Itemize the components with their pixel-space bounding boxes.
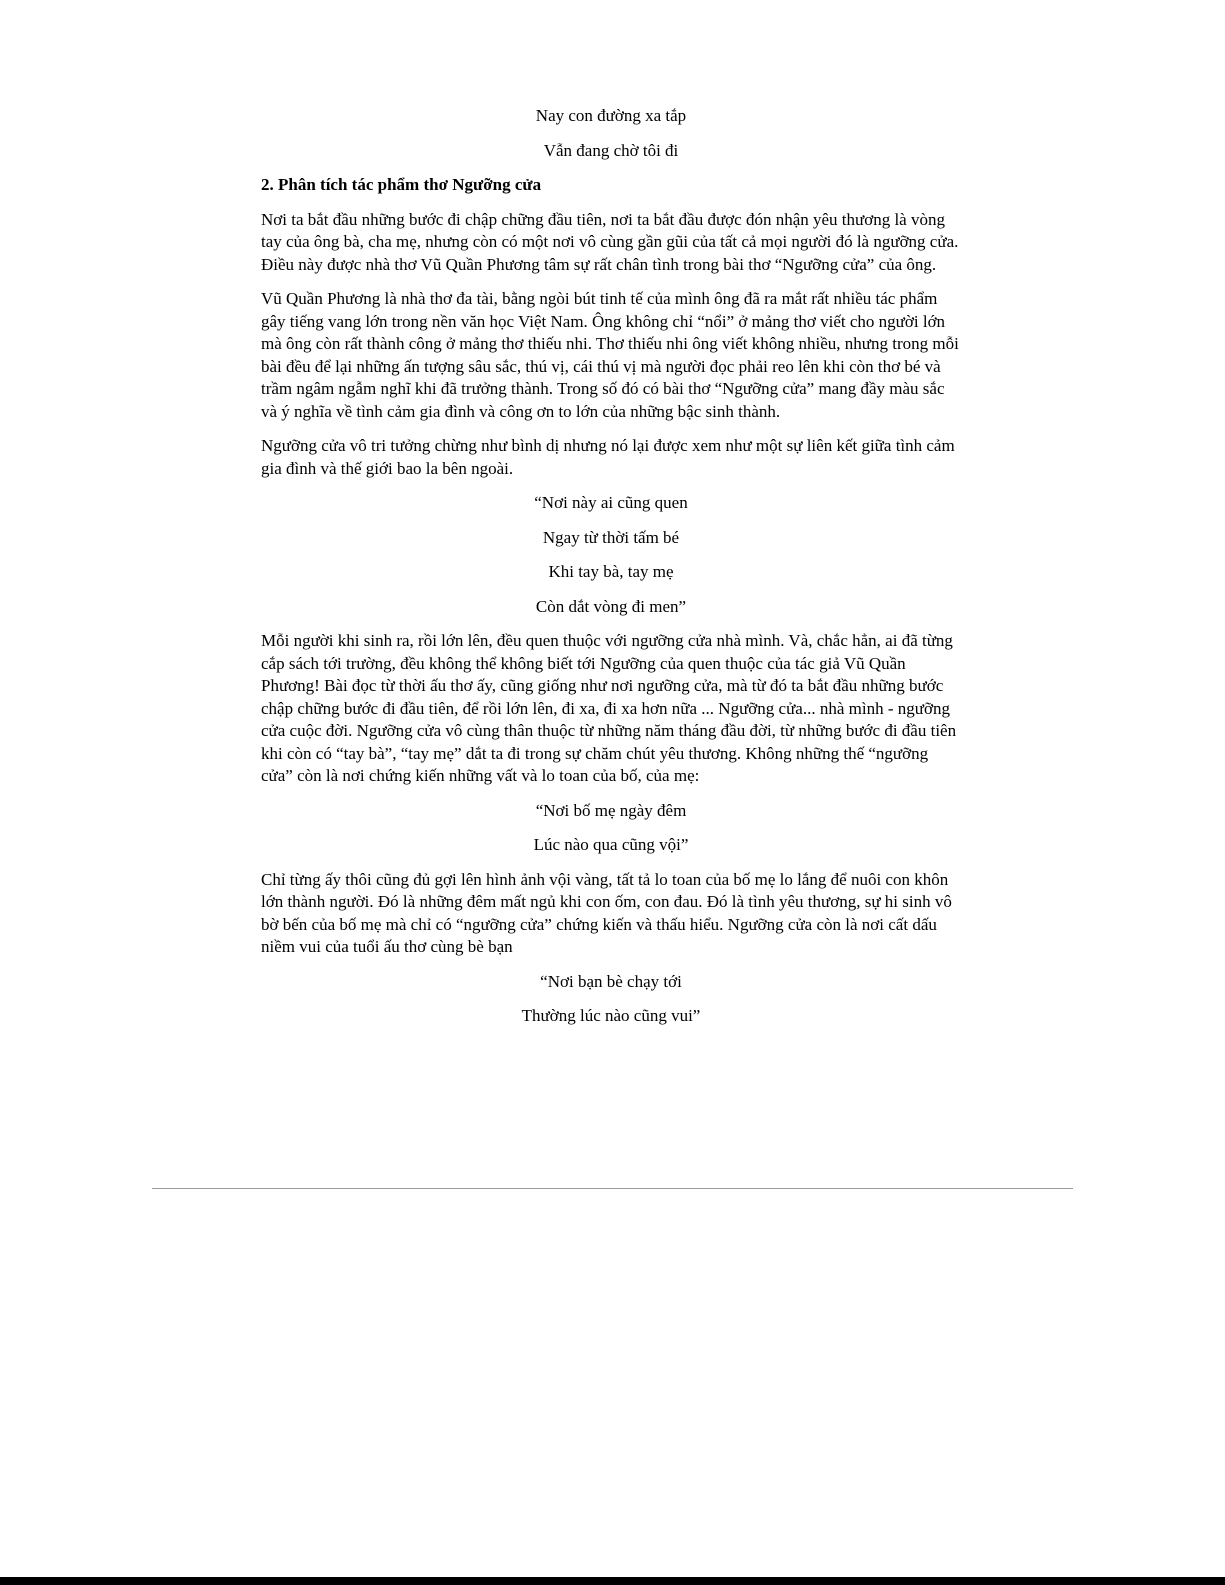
page-divider — [152, 1188, 1073, 1189]
paragraph: Chỉ từng ấy thôi cũng đủ gợi lên hình ảnh vội vàng, tất tả lo toan của bố mẹ lo lắng để nuôi con khôn lớn thành người. Đó là những đêm mất ngủ khi con ốm, con đau. Đó là tình yêu thương, sự hi sinh vô bờ bến của bố mẹ mà chỉ có “ngưỡng cửa” chứng kiến và thấu hiểu. Ngưỡng cửa còn là nơi cất dấu niềm vui của tuổi ấu thơ cùng bè bạn — [261, 869, 952, 956]
poem-line: Ngay từ thời tấm bé — [542, 527, 680, 547]
paragraph: Mỗi người khi sinh ra, rồi lớn lên, đều quen thuộc với ngưỡng cửa nhà mình. Và, chắc hẳn, ai đã từng cắp sách tới trường, đều không thể không biết tới Ngưỡng của quen thuộc của tác giả Vũ Quần Phương! Bài đọc từ thời ấu thơ ấy, cũng giống như nơi ngưỡng cửa, mà từ đó ta bắt đầu những bước chập chững bước đi đầu tiên, để rồi lớn lên, đi xa, đi xa hơn nữa ... Ngưỡng cửa... nhà mình - ngưỡng cửa cuộc đời. Ngưỡng cửa vô cùng thân thuộc từ những năm tháng đầu đời, từ những bước đi đầu tiên khi còn có “tay bà”, “tay mẹ” dắt ta đi trong sự chăm chút yêu thương. Không những thế “ngưỡng cửa” còn là nơi chứng kiến những vất và lo toan của bố, của mẹ: — [261, 631, 957, 785]
poem-line: Khi tay bà, tay mẹ — [548, 562, 674, 581]
poem-line: Vẫn đang chờ tôi đi — [543, 140, 679, 160]
poem-line: Còn dắt vòng đi men” — [535, 596, 687, 616]
paragraph: Vũ Quần Phương là nhà thơ đa tài, bằng ngòi bút tinh tế của mình ông đã ra mắt rất nhiều tác phẩm gây tiếng vang lớn trong nền văn học Việt Nam. Ông không chỉ “nổi” ở mảng thơ viết cho người lớn mà ông còn rất thành công ở mảng thơ thiếu nhi. Thơ thiếu nhi ông viết không nhiều, nhưng trong mỗi bài đều để lại những ấn tượng sâu sắc, thú vị, cái thú vị mà người đọc phải reo lên khi còn thơ bé và trầm ngâm ngẫm nghĩ khi đã trưởng thành. Trong số đó có bài thơ “Ngưỡng cửa” mang đầy màu sắc và ý nghĩa về tình cảm gia đình và công ơn to lớn của những bậc sinh thành. — [261, 289, 959, 421]
poem-line: “Nơi bố mẹ ngày đêm — [535, 800, 687, 820]
paragraph: Ngưỡng cửa vô tri tưởng chừng như bình dị nhưng nó lại được xem như một sự liên kết giữa tình cảm gia đình và thế giới bao la bên ngoài. — [261, 436, 955, 478]
poem-line: Nay con đường xa tắp — [535, 106, 687, 125]
bottom-edge-bar — [0, 1577, 1225, 1585]
section-heading: 2. Phân tích tác phẩm thơ Ngưỡng cửa — [261, 175, 542, 194]
poem-line: Lúc nào qua cũng vội” — [533, 835, 689, 854]
poem-line: “Nơi bạn bè chạy tới — [540, 971, 682, 991]
poem-line: Thường lúc nào cũng vui” — [521, 1006, 701, 1025]
document-body — [261, 105, 961, 1040]
poem-line: “Nơi này ai cũng quen — [534, 493, 688, 512]
paragraph: Nơi ta bắt đầu những bước đi chập chững đầu tiên, nơi ta bắt đầu được đón nhận yêu thương là vòng tay của ông bà, cha mẹ, nhưng còn có một nơi vô cùng gần gũi của tất cả mọi người đó là ngưỡng cửa. Điều này được nhà thơ Vũ Quần Phương tâm sự rất chân tình trong bài thơ “Ngưỡng cửa” của ông. — [261, 209, 959, 274]
